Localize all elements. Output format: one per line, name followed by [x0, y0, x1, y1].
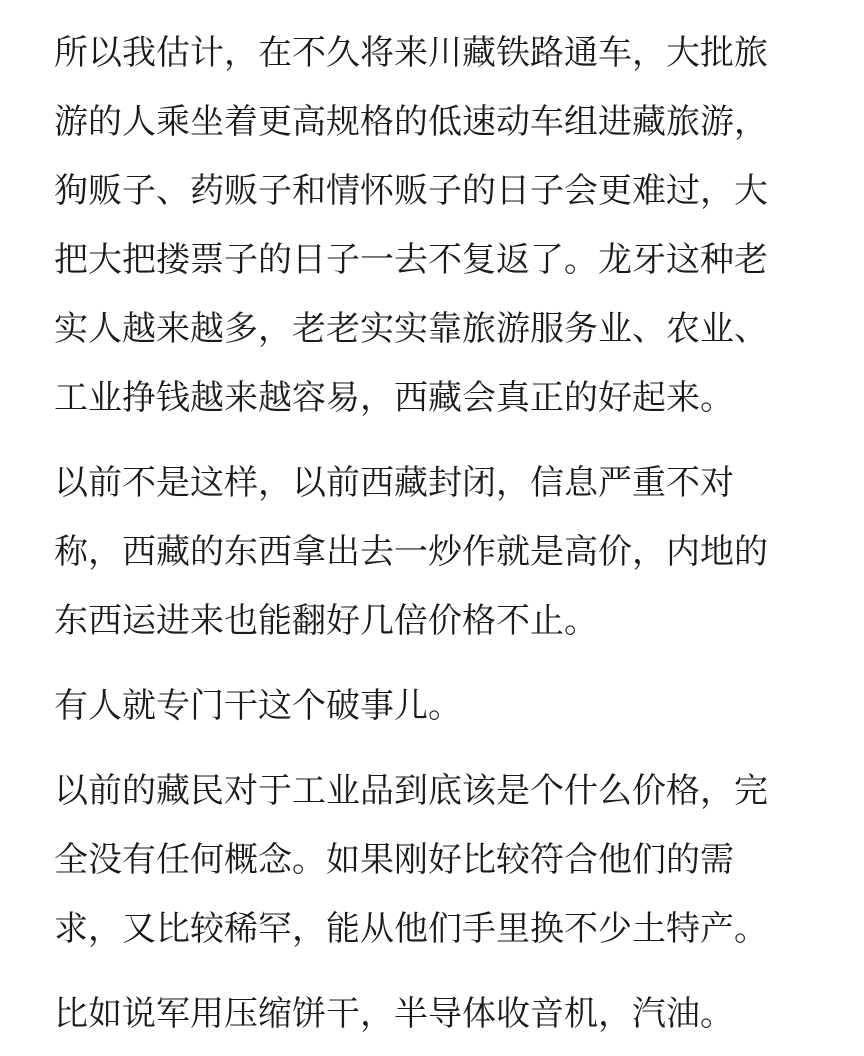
text-line: 有人就专门干这个破事儿。 — [54, 686, 462, 726]
article-body — [54, 26, 824, 1056]
text-line: 所以我估计，在不久将来川藏铁路通车，大批旅 — [54, 33, 768, 73]
paragraph — [54, 679, 824, 748]
text-line: 东西运进来也能翻好几倍价格不止。 — [54, 601, 598, 641]
text-line: 工业挣钱越来越容易，西藏会真正的好起来。 — [54, 378, 734, 418]
text-line: 比如说军用压缩饼干，半导体收音机，汽油。 — [54, 994, 734, 1034]
text-line: 把大把搂票子的日子一去不复返了。龙牙这种老 — [54, 240, 768, 280]
paragraph — [54, 764, 824, 971]
paragraph-gap — [54, 748, 824, 764]
paragraph-gap — [54, 971, 824, 987]
text-line: 求，又比较稀罕，能从他们手里换不少土特产。 — [54, 909, 768, 949]
text-line: 游的人乘坐着更高规格的低速动车组进藏旅游， — [54, 102, 768, 142]
text-line: 全没有任何概念。如果刚好比较符合他们的需 — [54, 840, 734, 880]
text-line: 称，西藏的东西拿出去一炒作就是高价，内地的 — [54, 532, 768, 572]
paragraph — [54, 26, 824, 440]
text-line: 狗贩子、药贩子和情怀贩子的日子会更难过，大 — [54, 171, 768, 211]
paragraph-gap — [54, 663, 824, 679]
paragraph — [54, 987, 824, 1056]
paragraph-gap — [54, 440, 824, 456]
text-line: 实人越来越多，老老实实靠旅游服务业、农业、 — [54, 309, 768, 349]
paragraph — [54, 456, 824, 663]
text-line: 以前不是这样，以前西藏封闭，信息严重不对 — [54, 463, 734, 503]
text-line: 以前的藏民对于工业品到底该是个什么价格，完 — [54, 771, 768, 811]
